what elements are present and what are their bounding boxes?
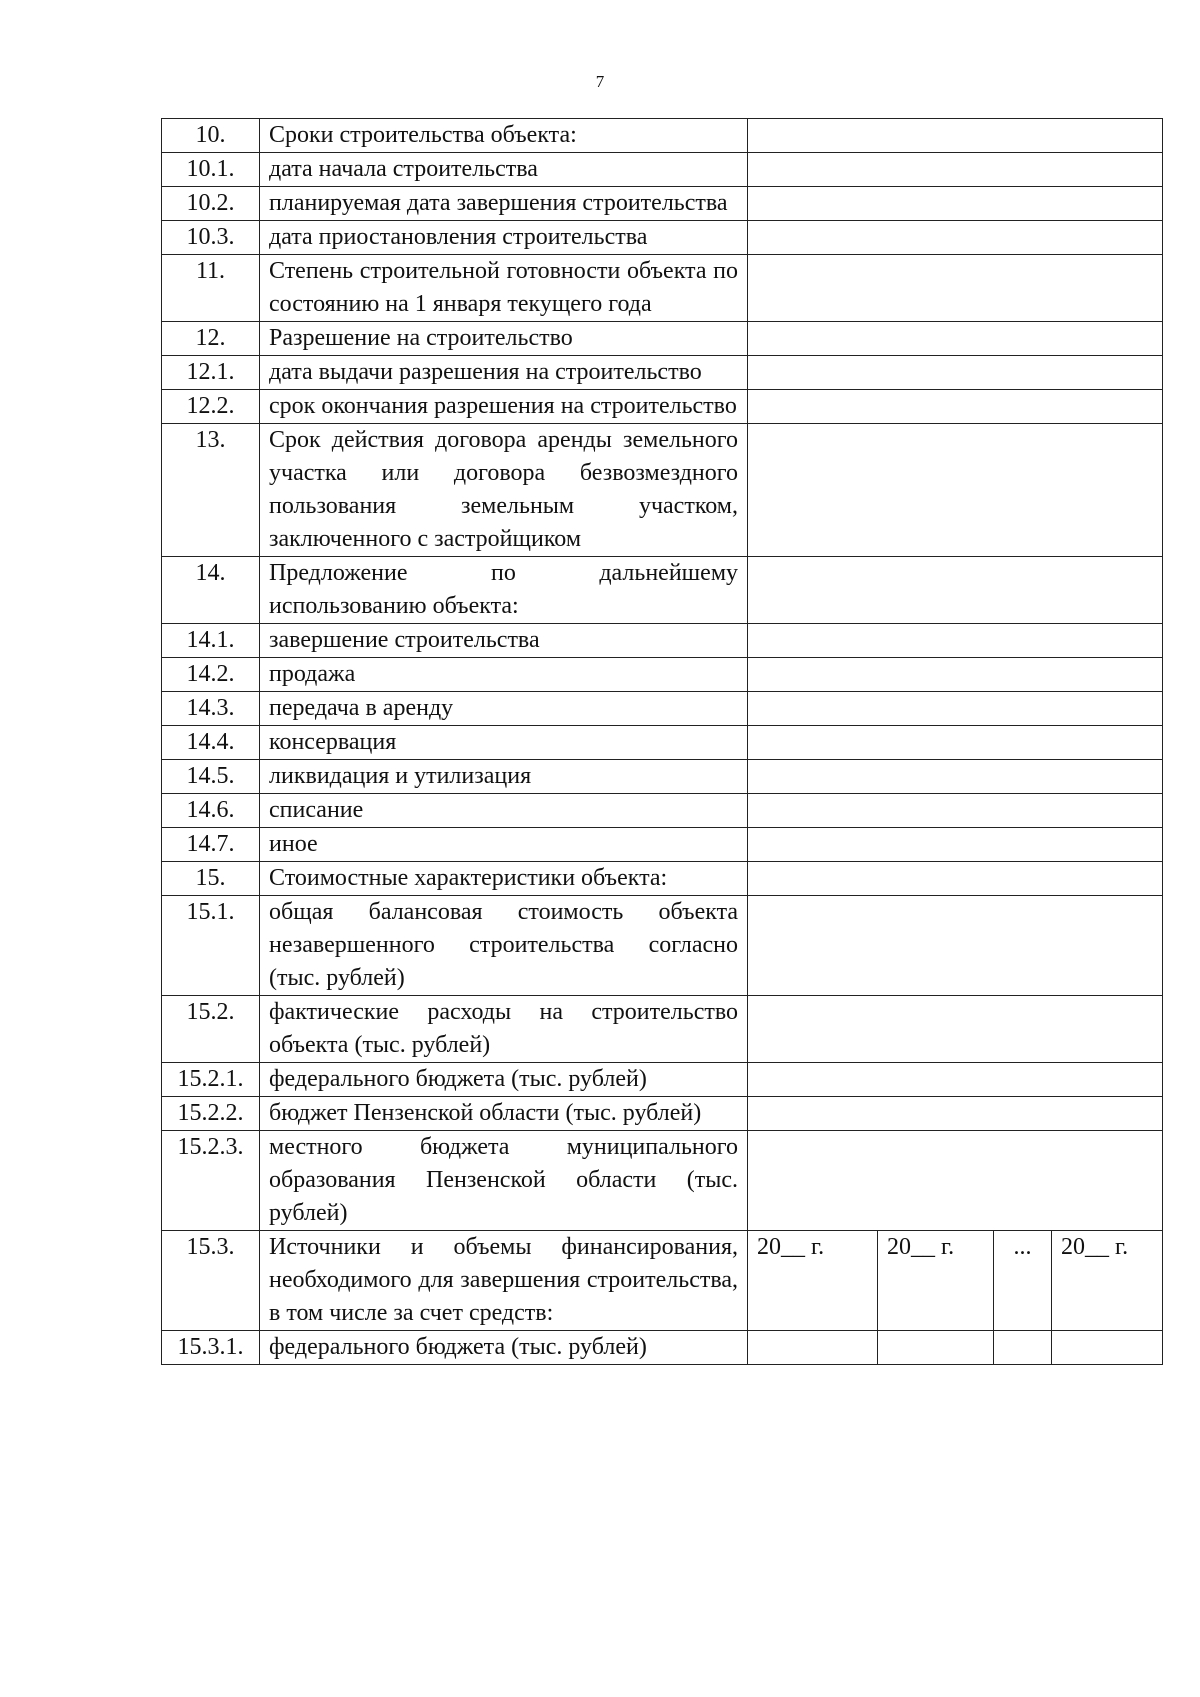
value-cell (748, 862, 1163, 896)
table-row (162, 1331, 1163, 1365)
value-cell (748, 1131, 1163, 1231)
value-cell (748, 424, 1163, 557)
table-row (162, 557, 1163, 624)
row-number: 14.3. (162, 692, 260, 726)
table-row (162, 896, 1163, 996)
year-header: 20__ г. (748, 1231, 878, 1331)
table-row (162, 255, 1163, 322)
value-cell (748, 322, 1163, 356)
value-cell (748, 726, 1163, 760)
row-number: 10. (162, 119, 260, 153)
row-description: Разрешение на строительство (260, 322, 748, 356)
value-cell (748, 1063, 1163, 1097)
page-number: 7 (595, 72, 605, 91)
value-cell (748, 255, 1163, 322)
row-description: местного бюджета муниципального образования Пензенской области (тыс. рублей) (260, 1131, 748, 1231)
row-number: 14.6. (162, 794, 260, 828)
year-value-cell (748, 1331, 878, 1365)
row-number: 14.4. (162, 726, 260, 760)
row-description: федерального бюджета (тыс. рублей) (260, 1063, 748, 1097)
row-number: 15. (162, 862, 260, 896)
row-description: продажа (260, 658, 748, 692)
value-cell (748, 153, 1163, 187)
value-cell (748, 119, 1163, 153)
row-description: завершение строительства (260, 624, 748, 658)
table-row (162, 153, 1163, 187)
table-row (162, 794, 1163, 828)
table-row (162, 760, 1163, 794)
table-row (162, 356, 1163, 390)
value-cell (748, 794, 1163, 828)
value-cell (748, 221, 1163, 255)
row-number: 15.3. (162, 1231, 260, 1331)
row-number: 14.7. (162, 828, 260, 862)
value-cell (748, 828, 1163, 862)
row-number: 15.1. (162, 896, 260, 996)
row-number: 15.2.1. (162, 1063, 260, 1097)
row-number: 12.1. (162, 356, 260, 390)
table-row (162, 624, 1163, 658)
value-cell (748, 996, 1163, 1063)
row-description: передача в аренду (260, 692, 748, 726)
year-header-ellipsis: ... (994, 1231, 1052, 1331)
table-row (162, 692, 1163, 726)
year-header: 20__ г. (878, 1231, 994, 1331)
row-description: федерального бюджета (тыс. рублей) (260, 1331, 748, 1365)
value-cell (748, 896, 1163, 996)
year-value-cell (994, 1331, 1052, 1365)
row-description: Стоимостные характеристики объекта: (260, 862, 748, 896)
row-number: 10.2. (162, 187, 260, 221)
row-number: 11. (162, 255, 260, 322)
row-number: 10.3. (162, 221, 260, 255)
row-number: 15.2.2. (162, 1097, 260, 1131)
table-row (162, 322, 1163, 356)
row-description: дата приостановления строительства (260, 221, 748, 255)
row-description: консервация (260, 726, 748, 760)
row-description: Срок действия договора аренды земельного участка или договора безвозмездного пользования земельным участком, заключенного с застройщиком (260, 424, 748, 557)
row-number: 14.1. (162, 624, 260, 658)
row-description: фактические расходы на строительство объекта (тыс. рублей) (260, 996, 748, 1063)
value-cell (748, 658, 1163, 692)
table-row (162, 424, 1163, 557)
row-description: Предложение по дальнейшему использованию объекта: (260, 557, 748, 624)
year-value-cell (878, 1331, 994, 1365)
row-description: Источники и объемы финансирования, необходимого для завершения строительства, в том числе за счет средств: (260, 1231, 748, 1331)
year-value-cell (1052, 1331, 1163, 1365)
row-description: Степень строительной готовности объекта по состоянию на 1 января текущего года (260, 255, 748, 322)
value-cell (748, 356, 1163, 390)
row-number: 15.2. (162, 996, 260, 1063)
value-cell (748, 760, 1163, 794)
row-number: 14.5. (162, 760, 260, 794)
row-description: бюджет Пензенской области (тыс. рублей) (260, 1097, 748, 1131)
table-row (162, 1131, 1163, 1231)
table-row (162, 1097, 1163, 1131)
value-cell (748, 692, 1163, 726)
table-row (162, 221, 1163, 255)
row-number: 13. (162, 424, 260, 557)
row-number: 12. (162, 322, 260, 356)
table-row (162, 187, 1163, 221)
row-description: планируемая дата завершения строительства (260, 187, 748, 221)
row-description: общая балансовая стоимость объекта незавершенного строительства согласно (тыс. рублей) (260, 896, 748, 996)
value-cell (748, 624, 1163, 658)
row-description: дата начала строительства (260, 153, 748, 187)
table-row (162, 658, 1163, 692)
table-row (162, 390, 1163, 424)
value-cell (748, 187, 1163, 221)
row-description: списание (260, 794, 748, 828)
row-number: 14. (162, 557, 260, 624)
table-row (162, 1231, 1163, 1331)
table-row (162, 828, 1163, 862)
value-cell (748, 557, 1163, 624)
table-row (162, 726, 1163, 760)
value-cell (748, 1097, 1163, 1131)
row-description: ликвидация и утилизация (260, 760, 748, 794)
row-number: 15.3.1. (162, 1331, 260, 1365)
row-number: 15.2.3. (162, 1131, 260, 1231)
object-info-table (161, 118, 1163, 1365)
value-cell (748, 390, 1163, 424)
row-description: срок окончания разрешения на строительство (260, 390, 748, 424)
row-number: 10.1. (162, 153, 260, 187)
year-header: 20__ г. (1052, 1231, 1163, 1331)
row-number: 12.2. (162, 390, 260, 424)
row-description: Сроки строительства объекта: (260, 119, 748, 153)
table-row (162, 996, 1163, 1063)
table-row (162, 119, 1163, 153)
row-number: 14.2. (162, 658, 260, 692)
table-row (162, 862, 1163, 896)
row-description: иное (260, 828, 748, 862)
table-row (162, 1063, 1163, 1097)
row-description: дата выдачи разрешения на строительство (260, 356, 748, 390)
